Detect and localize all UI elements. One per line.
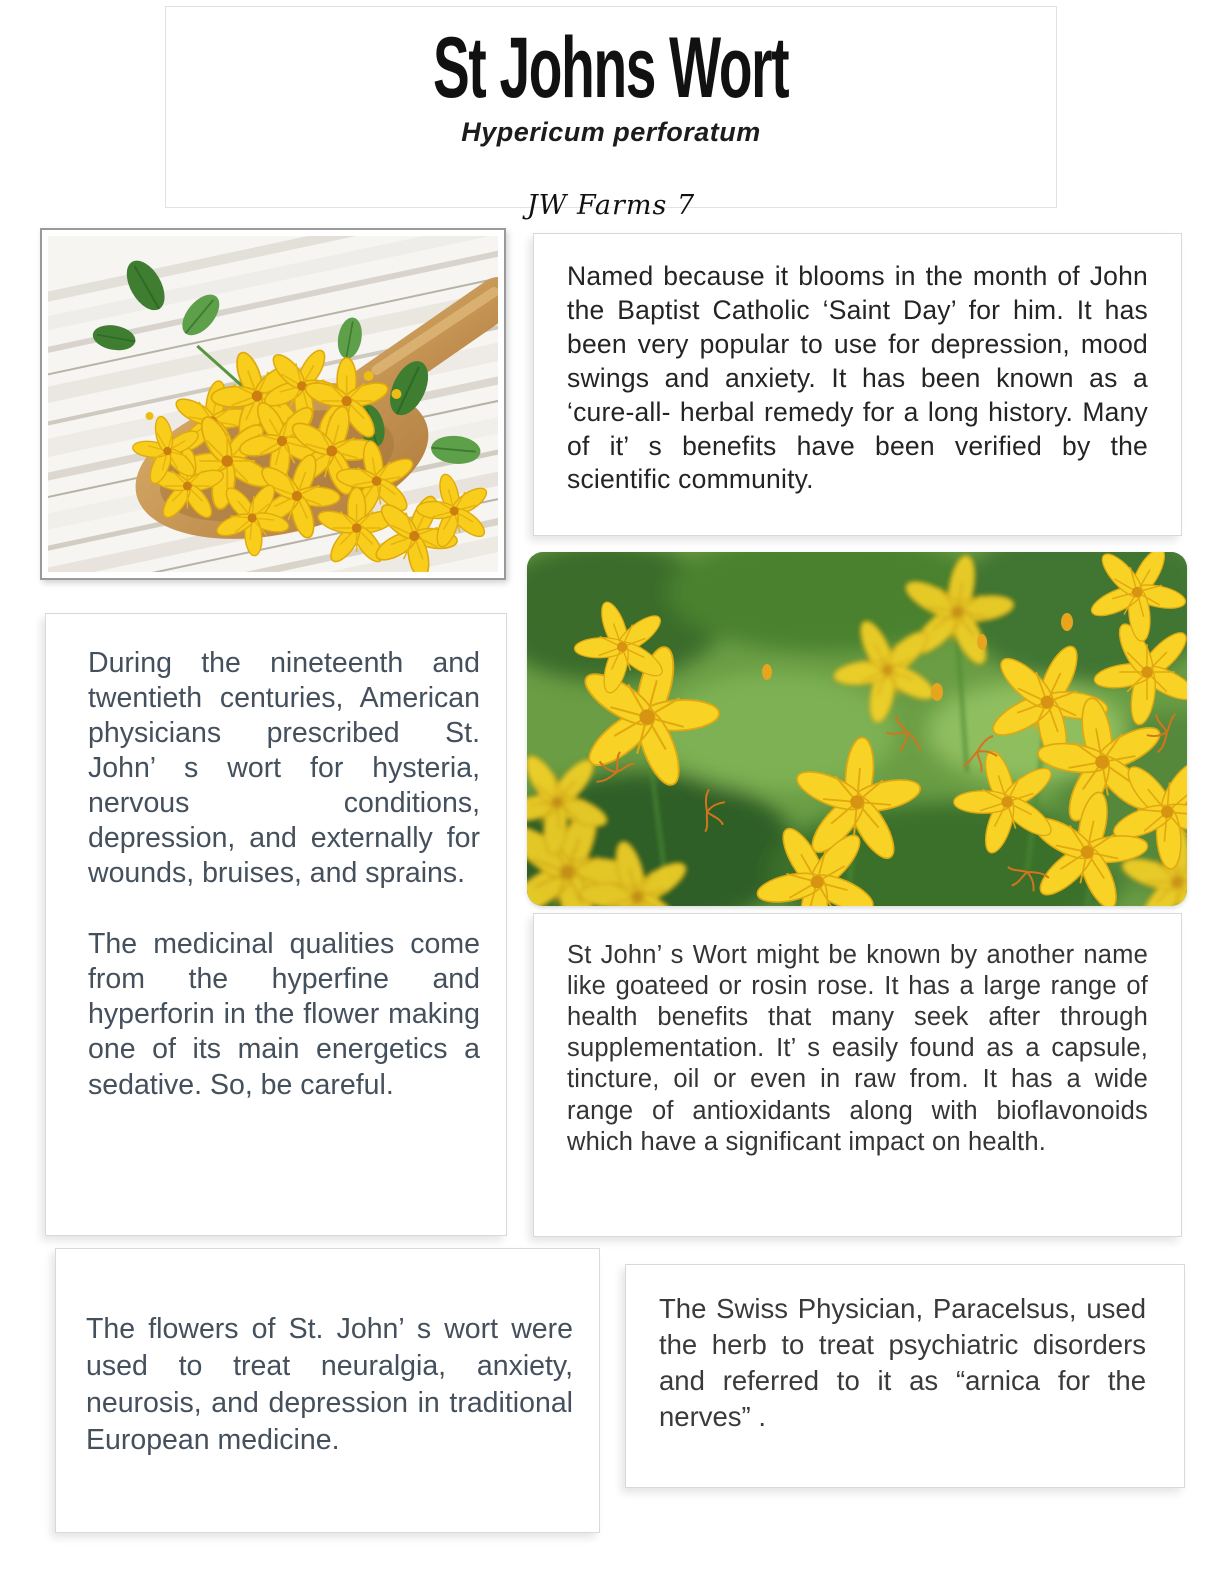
history-paragraph-1: During the nineteenth and twentieth centuries, American physicians prescribed St. John’ s wort for hysteria, nervous conditions, depression, and externally for wounds, bruises, and sprains. [88,647,480,890]
field-photo-illustration [527,552,1187,906]
traditional-medicine-text: The flowers of St. John’ s wort were used to treat neuralgia, anxiety, neurosis, and depression in traditional European medicine. [86,1313,573,1457]
farm-credit: JW Farms 7 [526,190,696,221]
history-paragraph-2: The medicinal qualities come from the hyperfine and hyperforin in the flower making one of its main energetics a sedative. So, be careful. [88,928,480,1101]
field-photo [527,552,1187,906]
paracelsus-box [625,1264,1185,1488]
other-names-text: St John’ s Wort might be known by another name like goateed or rosin rose. It has a large range of health benefits that many seek after through supplementation. It’ s easily found as a capsule, tincture, oil or even in raw from. It has a wide range of antioxidants along with bioflavonoids which have a significant impact on health. [567,941,1148,1156]
latin-name: Hypericum perforatum [461,117,761,147]
named-because-box [533,233,1182,536]
spoon-photo [40,228,506,580]
paracelsus-text: The Swiss Physician, Paracelsus, used the herb to treat psychiatric disorders and referred to it as “arnica for the nerves” . [659,1293,1146,1433]
title-card [165,6,1057,221]
traditional-medicine-box [55,1248,600,1533]
history-box [45,613,507,1236]
spoon-photo-illustration [48,236,498,572]
page-title: St Johns Wort [433,20,789,116]
named-because-text: Named because it blooms in the month of John the Baptist Catholic ‘Saint Day’ for him. It has been very popular to use for depression, mood swings and anxiety. It has been known as a ‘cure-all- herbal remedy for a long history. Many of it’ s benefits have been verified by the scientific community. [567,261,1148,495]
other-names-box [533,913,1182,1237]
